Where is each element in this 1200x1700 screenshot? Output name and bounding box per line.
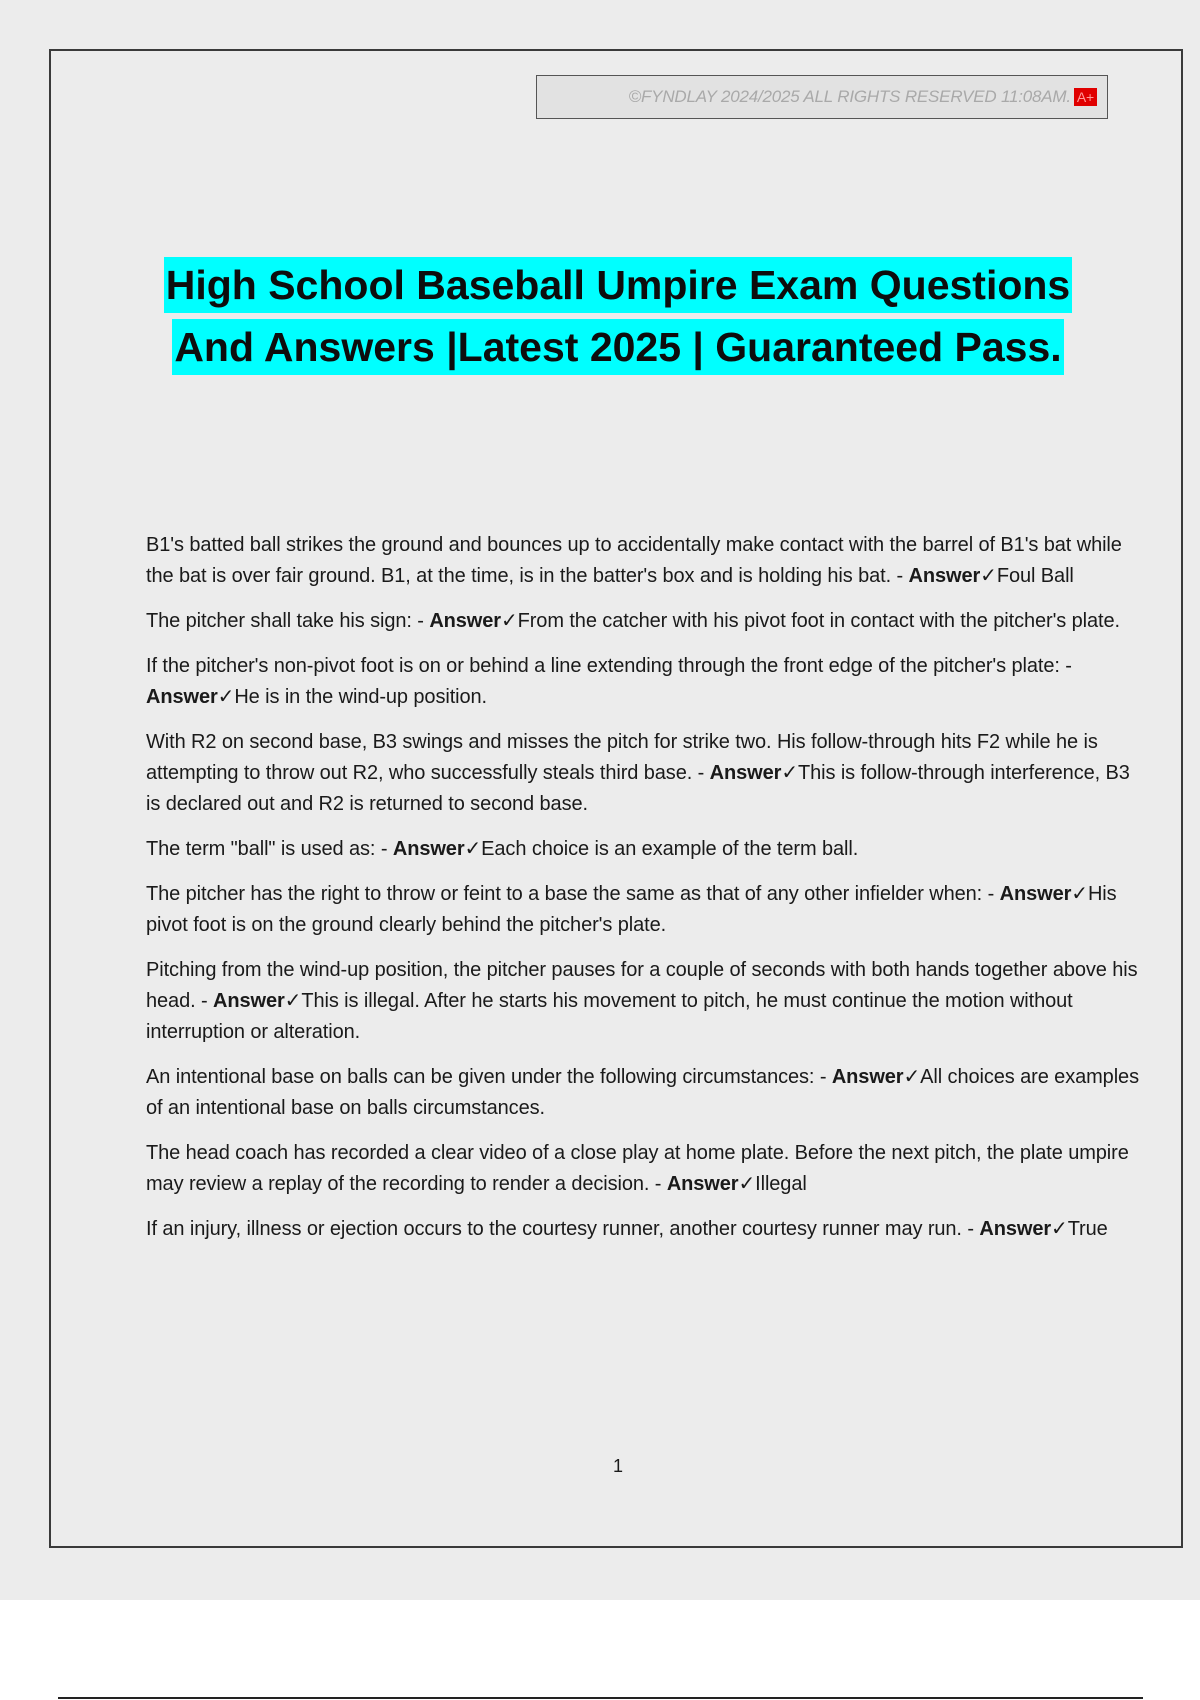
qa-item [146, 606, 1146, 637]
qa-item [146, 1062, 1146, 1124]
answer-marker: Answer✓ [979, 1218, 1068, 1240]
qa-item [146, 955, 1146, 1048]
copyright-watermark [536, 75, 1108, 119]
answer-text: This is follow-through interference, B3 is declared out and R2 is returned to second base. [146, 762, 1130, 815]
answer-text: This is illegal. After he starts his movement to pitch, he must continue the motion without interruption or alteration. [146, 990, 1073, 1043]
grade-badge: A+ [1074, 88, 1097, 106]
question-text: The pitcher shall take his sign: - [146, 610, 430, 632]
qa-item [146, 1214, 1146, 1245]
answer-text: His pivot foot is on the ground clearly behind the pitcher's plate. [146, 883, 1117, 936]
qa-item [146, 1138, 1146, 1200]
question-answer-list [146, 530, 1146, 1259]
question-text: The head coach has recorded a clear video of a close play at home plate. Before the next pitch, the plate umpire may review a replay of the recording to render a decision. - [146, 1142, 1129, 1195]
answer-marker: Answer✓ [213, 990, 302, 1012]
qa-item [146, 879, 1146, 941]
qa-item [146, 727, 1146, 820]
page-number: 1 [612, 1456, 623, 1476]
next-page-strip [0, 1600, 1200, 1700]
watermark-text: ©FYNDLAY 2024/2025 ALL RIGHTS RESERVED 11:08AM. [628, 87, 1071, 106]
title-line-2: And Answers |Latest 2025 | Guaranteed Pass. [172, 319, 1063, 375]
answer-text: Each choice is an example of the term ball. [481, 838, 859, 860]
document-title [51, 257, 1185, 375]
answer-text: He is in the wind-up position. [234, 686, 488, 708]
answer-marker: Answer✓ [666, 1173, 756, 1195]
title-line-1: High School Baseball Umpire Exam Questions [164, 257, 1073, 313]
answer-text: From the catcher with his pivot foot in contact with the pitcher's plate. [517, 610, 1120, 632]
divider [58, 1697, 1143, 1699]
answer-text: Foul Ball [996, 565, 1074, 587]
question-text: If an injury, illness or ejection occurs to the courtesy runner, another courtesy runner may run. - [146, 1218, 980, 1240]
question-text: The pitcher has the right to throw or feint to a base the same as that of any other infielder when: - [146, 883, 1000, 905]
answer-marker: Answer✓ [146, 686, 235, 708]
answer-marker: Answer✓ [999, 883, 1088, 905]
answer-marker: Answer✓ [908, 565, 997, 587]
question-text: With R2 on second base, B3 swings and misses the pitch for strike two. His follow-through hits F2 while he is attempting to throw out R2, who successfully steals third base. - [146, 731, 1098, 784]
question-text: An intentional base on balls can be given under the following circumstances: - [146, 1066, 832, 1088]
answer-marker: Answer✓ [709, 762, 798, 784]
question-text: The term "ball" is used as: - [146, 838, 393, 860]
answer-text: True [1067, 1218, 1108, 1240]
answer-text: All choices are examples of an intentional base on balls circumstances. [146, 1066, 1139, 1119]
qa-item [146, 530, 1146, 592]
qa-item [146, 651, 1146, 713]
question-text: Pitching from the wind-up position, the pitcher pauses for a couple of seconds with both hands together above his head. - [146, 959, 1138, 1012]
answer-marker: Answer✓ [392, 838, 482, 860]
question-text: If the pitcher's non-pivot foot is on or behind a line extending through the front edge of the pitcher's plate: - [146, 655, 1072, 677]
answer-marker: Answer✓ [831, 1066, 921, 1088]
question-text: B1's batted ball strikes the ground and bounces up to accidentally make contact with the barrel of B1's bat while the bat is over fair ground. B1, at the time, is in the batter's box and is holding his bat. - [146, 534, 1122, 587]
qa-item [146, 834, 1146, 865]
answer-marker: Answer✓ [429, 610, 518, 632]
document-page [49, 49, 1183, 1548]
answer-text: Illegal [755, 1173, 807, 1195]
